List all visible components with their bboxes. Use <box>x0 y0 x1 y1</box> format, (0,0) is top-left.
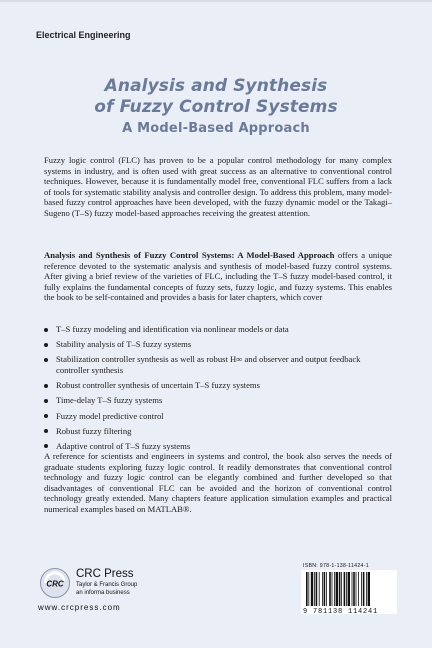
barcode-bar <box>348 572 350 606</box>
description-paragraph-1: Fuzzy logic control (FLC) has proven to be a popular control methodology for many complex systems in industry, and is often used with great success as an alternative to conventional control techniques. However, because it is fundamentally model free, conventional FLC suffers from a lack of tools for systematic stability analysis and controller design. To address this problem, many model-based fuzzy control approaches have been developed, with the fuzzy dynamic model or the Takagi–Sugeno (T–S) fuzzy model-based approaches receiving the greatest attention. <box>44 155 392 218</box>
barcode-bar <box>308 572 309 606</box>
barcode-bar <box>314 572 315 606</box>
topic-item: Stability analysis of T–S fuzzy systems <box>44 339 394 350</box>
book-title-line-1: Analysis and Synthesis <box>104 76 328 96</box>
topic-item: Robust controller synthesis of uncertain T–S fuzzy systems <box>44 380 394 391</box>
barcode <box>305 572 393 608</box>
topic-item: Fuzzy model predictive control <box>44 411 394 422</box>
barcode-bar <box>363 572 365 606</box>
barcode-bar <box>368 572 370 606</box>
topic-item: Adaptive control of T–S fuzzy systems <box>44 441 394 452</box>
barcode-bar <box>356 572 357 606</box>
publisher-group: Taylor & Francis Group <box>76 582 138 588</box>
barcode-bar <box>316 572 318 606</box>
book-title-inline: Analysis and Synthesis of Fuzzy Control Systems: A Model-Based Approach <box>44 250 335 260</box>
topic-item: Robust fuzzy filtering <box>44 426 394 437</box>
barcode-bar <box>346 572 347 606</box>
top-band <box>0 0 432 2</box>
topic-item: Time-delay T–S fuzzy systems <box>44 395 394 406</box>
description-paragraph-3: A reference for scientists and engineers in systems and control, the book also serves the needs of graduate students exploring fuzzy logic control. It readily demonstrates that conventional control technology and fuzzy logic control can be elegantly combined and further developed so that disadvantages of conventional FLC can be avoided and the horizon of conventional control technology greatly extended. Many chapters feature application simulation examples and practical numerical examples based on MATLAB®. <box>44 451 392 514</box>
barcode-bar <box>306 572 308 606</box>
isbn-label: ISBN: 978-1-138-11424-1 <box>303 563 369 569</box>
barcode-bar <box>361 572 362 606</box>
barcode-digits: 9 781138 114241 <box>303 608 379 616</box>
publisher-website: www.crcpress.com <box>38 603 121 612</box>
crc-logo-icon <box>40 568 70 598</box>
category-label: Electrical Engineering <box>36 30 131 40</box>
barcode-bar <box>334 572 335 606</box>
barcode-bar <box>358 572 359 606</box>
barcode-bar <box>344 572 346 606</box>
book-title-line-2: of Fuzzy Control Systems <box>94 97 338 117</box>
topic-list <box>44 324 394 456</box>
barcode-bar <box>319 572 320 606</box>
topic-item: Stabilization controller synthesis as well as robust H∞ and observer and output feedback controller synthesis <box>44 354 394 375</box>
barcode-bar <box>324 572 326 606</box>
barcode-bar <box>336 572 338 606</box>
barcode-bar <box>322 572 323 606</box>
barcode-bar <box>341 572 342 606</box>
barcode-bar <box>353 572 355 606</box>
barcode-bar <box>339 572 341 606</box>
barcode-bar <box>352 572 353 606</box>
publisher-subtitle: an informa business <box>76 590 130 596</box>
publisher-name: CRC Press <box>76 568 134 580</box>
barcode-bar <box>332 572 333 606</box>
barcode-bar <box>329 572 331 606</box>
paragraph-2-text: offers a unique reference devoted to the systematic analysis and synthesis of model-based fuzzy control systems. After giving a brief review of the varieties of FLC, including the T–S fuzzy model-based control, it fully explains the fundamental concepts of fuzzy sets, fuzzy logic, and fuzzy systems. This enables the book to be self-contained and provides a basis for later chapters, which cover <box>44 250 392 303</box>
book-subtitle: A Model-Based Approach <box>122 121 310 136</box>
topic-item: T–S fuzzy modeling and identification via nonlinear models or data <box>44 324 394 335</box>
barcode-bar <box>326 572 327 606</box>
barcode-bar <box>366 572 367 606</box>
description-paragraph-2 <box>44 250 392 303</box>
crc-logo-text: CRC <box>46 579 64 589</box>
title-block <box>0 76 432 136</box>
barcode-bar <box>311 572 313 606</box>
